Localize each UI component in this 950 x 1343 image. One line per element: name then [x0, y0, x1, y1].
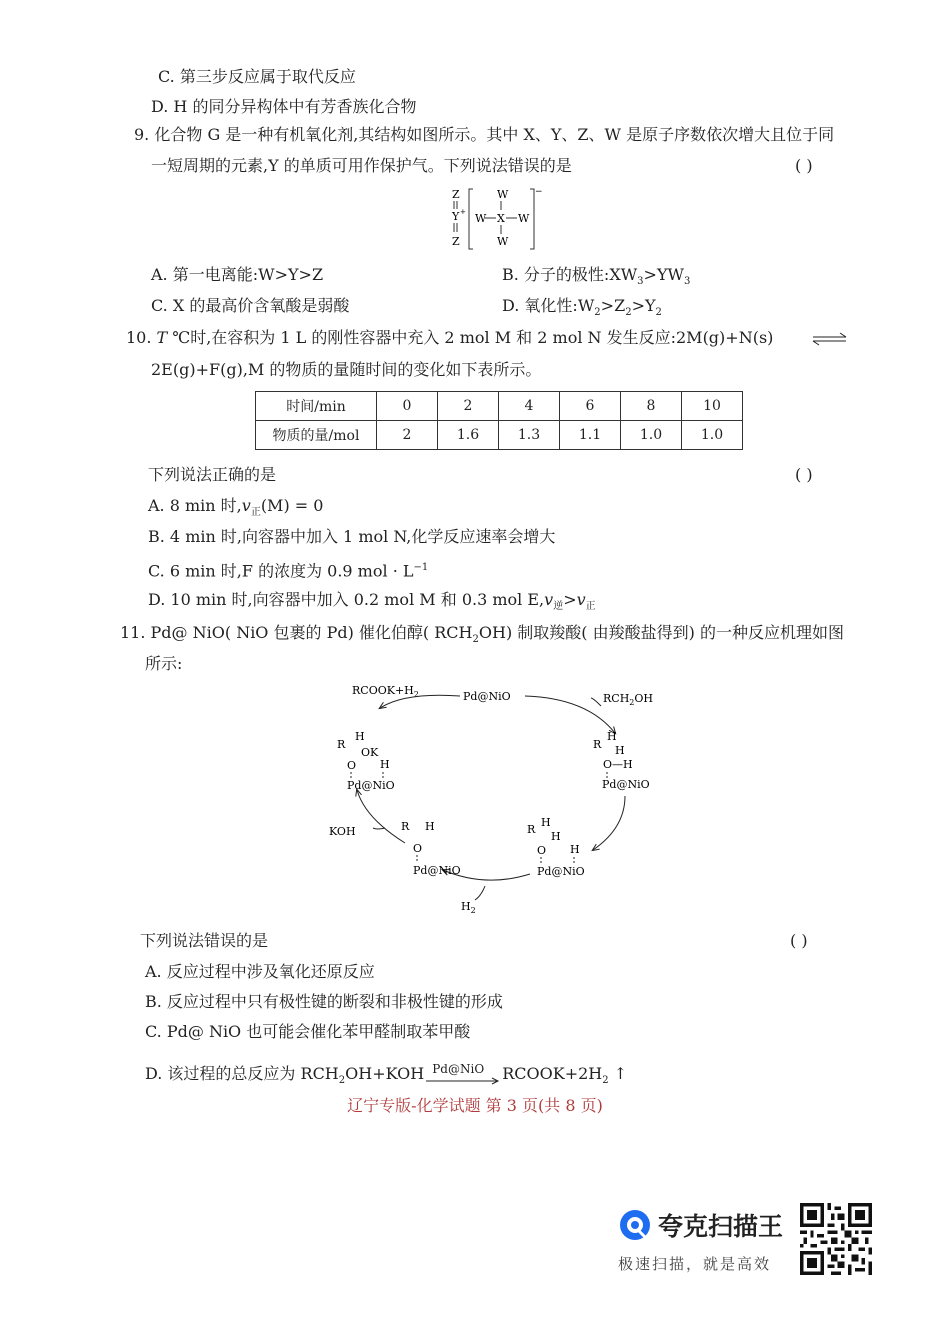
- q9-option-d: D. 氧化性$:W_2>Z_2>Y_2$: [502, 296, 662, 319]
- mech-reactant-label: $RCH_2OH$: [603, 692, 654, 707]
- q11-stem-line1: 11. Pd@ NiO( NiO 包裹的 Pd) 催化伯醇( $RCH_2OH$) 制取羧酸( 由羧酸盐得到) 的一种反应机理如图: [120, 623, 844, 646]
- mech-h-br2: H: [551, 830, 561, 843]
- q9-structure-diagram: [440, 185, 550, 253]
- q11-question: 下列说法错误的是: [140, 931, 269, 950]
- mech-catalyst-br: Pd@NiO: [537, 865, 585, 878]
- table-cell: 1.6: [438, 421, 499, 450]
- table-cell: 1.0: [621, 421, 682, 450]
- mech-catalyst-bl: Pd@NiO: [413, 864, 461, 877]
- table-cell: 4: [499, 392, 560, 421]
- q9-stem-line1: 9. 化合物 G 是一种有机氧化剂,其结构如图所示。其中 X、Y、Z、W 是原子序数依次增大且位于同: [134, 125, 835, 144]
- mech-h-right: H: [607, 730, 617, 743]
- table-cell: 8: [621, 392, 682, 421]
- page-footer: 辽宁专版-化学试题 第 3 页(共 8 页): [347, 1096, 603, 1115]
- mech-catalyst-top: Pd@NiO: [463, 690, 511, 703]
- table-cell: 0: [377, 392, 438, 421]
- reaction-arrow: [426, 1077, 500, 1085]
- struct-w-top: W: [497, 188, 509, 201]
- mech-h-br3: H: [570, 843, 580, 856]
- q10-stem-line2: 2E(g)+F(g),M 的物质的量随时间的变化如下表所示。: [151, 360, 542, 379]
- table-row: [256, 392, 743, 421]
- q10-answer-paren: ( ): [795, 465, 813, 484]
- mech-r-br: R: [527, 823, 536, 836]
- mech-catalyst-right: Pd@NiO: [602, 778, 650, 791]
- q11-option-b: B. 反应过程中只有极性键的断裂和非极性键的形成: [145, 992, 503, 1011]
- struct-w-bottom: W: [497, 235, 509, 248]
- table-cell: 1.0: [682, 421, 743, 450]
- q10-option-a: A. 8 min 时$,v_正(M) = 0$: [148, 496, 324, 519]
- table-cell: 6: [560, 392, 621, 421]
- struct-w-left: W: [475, 212, 487, 225]
- table-row: [256, 421, 743, 450]
- q10-stem-line1: 10. T ℃时,在容积为 1 L 的刚性容器中充入 2 mol M 和 2 mol N 发生反应:2M(g)+N(s): [126, 328, 774, 347]
- quark-logo-icon: [618, 1208, 652, 1242]
- table-cell: 1.1: [560, 421, 621, 450]
- qr-code-icon: [796, 1203, 876, 1275]
- watermark-subtitle: 极速扫描，就是高效: [618, 1255, 772, 1273]
- q10-question: 下列说法正确的是: [148, 465, 277, 484]
- mech-h-left2: H: [380, 758, 390, 771]
- table-cell: 物质的量/mol: [256, 421, 377, 450]
- mech-r-right: R: [593, 738, 602, 751]
- mech-r-left: R: [337, 738, 346, 751]
- watermark-title: 夸克扫描王: [658, 1212, 784, 1241]
- table-cell: 时间/min: [256, 392, 377, 421]
- q8-option-d: D. H 的同分异构体中有芳香族化合物: [151, 97, 417, 116]
- struct-z-top: Z: [452, 188, 460, 201]
- table-cell: 1.3: [499, 421, 560, 450]
- q10-option-c: C. 6 min 时,F 的浓度为 0.9 mol · $L^{-1}$: [148, 561, 429, 581]
- q9-option-b: B. 分子的极性$:XW_3>YW_3$: [502, 265, 691, 288]
- table-cell: 2: [438, 392, 499, 421]
- mech-catalyst-left: Pd@NiO: [347, 779, 395, 792]
- q11-stem-line2: 所示:: [145, 654, 183, 673]
- q9-answer-paren: ( ): [795, 156, 813, 175]
- struct-w-right: W: [518, 212, 530, 225]
- mech-h-left: H: [355, 730, 365, 743]
- q9-stem-line2: 一短周期的元素,Y 的单质可用作保护气。下列说法错误的是: [151, 156, 572, 175]
- q11-option-a: A. 反应过程中涉及氧化还原反应: [145, 962, 375, 981]
- scanner-watermark: [618, 1205, 798, 1275]
- struct-plus: +: [460, 208, 466, 216]
- struct-x: X: [497, 212, 505, 225]
- q9-option-a: A. 第一电离能:W>Y>Z: [151, 265, 324, 284]
- catalyst-above-arrow: Pd@NiO: [432, 1062, 485, 1077]
- q9-option-c: C. X 的最高价含氧酸是弱酸: [151, 296, 350, 315]
- mech-o-bl: O: [413, 842, 423, 855]
- mech-o-left: O: [347, 759, 357, 772]
- struct-y: Y: [452, 210, 460, 223]
- q8-option-c: C. 第三步反应属于取代反应: [158, 67, 356, 86]
- q11-answer-paren: ( ): [790, 931, 808, 950]
- mech-o-br: O: [537, 844, 547, 857]
- mech-ok: OK: [361, 746, 379, 759]
- q11-mechanism-diagram: [325, 678, 665, 918]
- mech-r-bl: R: [401, 820, 410, 833]
- mech-oh-right: O—H: [603, 758, 633, 771]
- q10-option-d: D. 10 min 时,向容器中加入 0.2 mol M 和 0.3 mol $E,v_逆>v_正$: [148, 590, 596, 613]
- q10-data-table: [255, 391, 743, 450]
- struct-minus: −: [535, 187, 543, 197]
- table-cell: 2: [377, 421, 438, 450]
- table-cell: 10: [682, 392, 743, 421]
- q11-option-c: C. Pd@ NiO 也可能会催化苯甲醛制取苯甲酸: [145, 1022, 471, 1041]
- mech-h-bl: H: [425, 820, 435, 833]
- struct-z-bottom: Z: [452, 235, 460, 248]
- q11-option-d: D. 该过程的总反应为 $RCH_2OH+KOH$ Pd@NiO $RCOOK+2H_2$ ↑: [145, 1064, 627, 1091]
- q10-option-b: B. 4 min 时,向容器中加入 1 mol N,化学反应速率会增大: [148, 527, 556, 546]
- mech-h2: $H_2$: [461, 900, 476, 915]
- mech-koh: KOH: [329, 825, 356, 838]
- mech-product-label: $RCOOK+H_2$: [352, 684, 419, 699]
- mech-h-right2: H: [615, 744, 625, 757]
- mech-h-br: H: [541, 816, 551, 829]
- equilibrium-arrow: [812, 332, 848, 346]
